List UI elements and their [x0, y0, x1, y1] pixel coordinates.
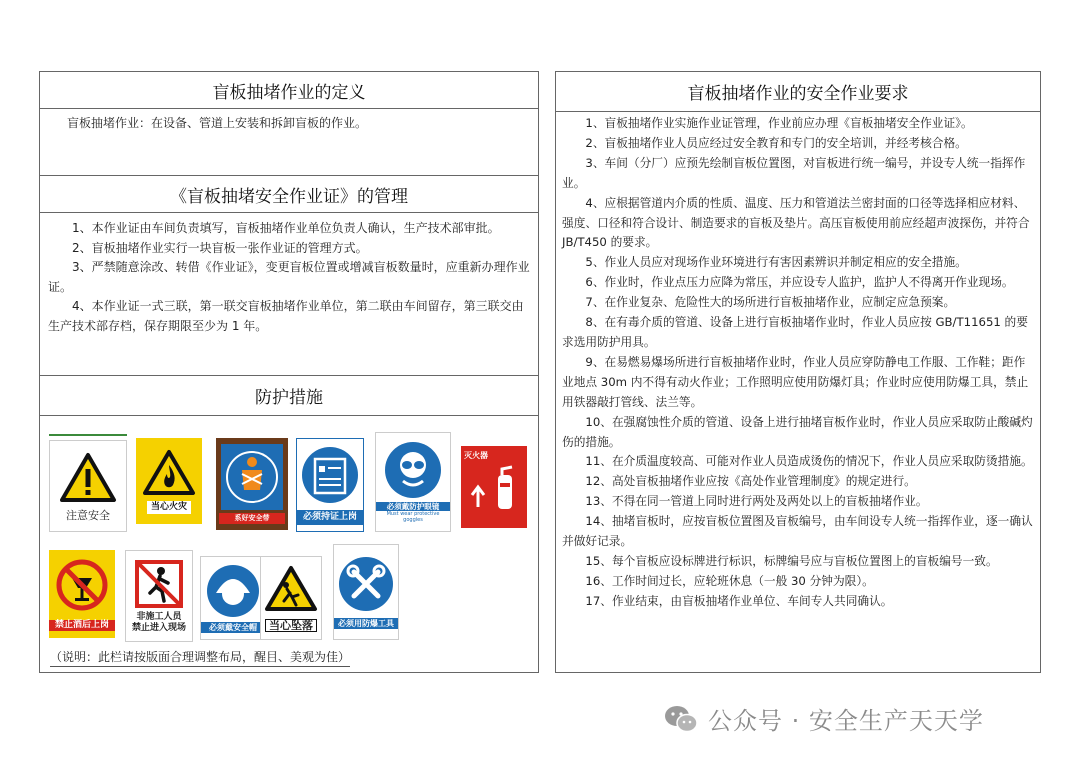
goggles-sign — [375, 432, 451, 532]
fire-extinguisher-icon — [464, 457, 524, 517]
requirement-item: 10、在强腐蚀性介质的管道、设备上进行抽堵盲板作业时，作业人员应采取防止酸碱灼伤的措施。 — [562, 414, 1033, 449]
safety-helmet-icon — [206, 564, 260, 618]
requirement-item: 8、在有毒介质的管道、设备上进行盲板抽堵作业时，作业人员应按 GB/T11651 的要求选用防护用具。 — [562, 315, 1028, 349]
caution-sign — [49, 440, 127, 532]
requirement-item: 15、每个盲板应设标牌进行标识，标牌编号应与盲板位置图上的盲板编号一致。 — [585, 553, 998, 568]
explosion-proof-tools-icon — [338, 556, 394, 612]
fall-sign — [260, 556, 322, 640]
requirement-item: 5、作业人员应对现场作业环境进行有害因素辨识并制定相应的安全措施。 — [585, 255, 967, 270]
goggles-label-en: Must wear protective goggles — [386, 511, 440, 523]
management-title: 《盲板抽堵安全作业证》的管理 — [40, 176, 538, 213]
requirement-item: 16、工作时间过长，应轮班休息（一般 30 分钟为限）。 — [585, 573, 874, 588]
no-entry-icon — [134, 559, 184, 609]
management-item: 3、严禁随意涂改、转借《作业证》，变更盲板位置或增减盲板数量时，应重新办理作业证。 — [48, 260, 530, 294]
watermark-text: 公众号 · 安全生产天天学 — [708, 707, 984, 735]
no-fire-sign — [49, 550, 115, 638]
permit-sign — [296, 438, 364, 532]
management-section — [40, 213, 538, 376]
goggles-icon — [384, 441, 442, 499]
safety-signs — [40, 416, 538, 667]
left-column — [39, 71, 539, 673]
no-fire-label: 禁止酒后上岗 — [49, 620, 115, 631]
definition-title: 盲板抽堵作业的定义 — [40, 72, 538, 109]
helmet-label: 必须戴安全帽 — [201, 622, 265, 633]
requirement-item: 17、作业结束，由盲板抽堵作业单位、车间专人共同确认。 — [585, 593, 893, 608]
right-column — [555, 71, 1041, 673]
caution-label: 注意安全 — [66, 508, 110, 522]
requirements-list — [556, 112, 1040, 612]
flame-icon — [142, 449, 196, 497]
no-entry-label-2: 禁止进入现场 — [131, 622, 186, 633]
requirement-item: 13、不得在同一管道上同时进行两处及两处以上的盲板抽堵作业。 — [585, 494, 928, 509]
protection-title: 防护措施 — [40, 376, 538, 416]
requirement-item: 6、作业时，作业点压力应降为常压，并应设专人监护，监护人不得离开作业现场。 — [585, 275, 1014, 290]
watermark — [664, 701, 984, 736]
requirement-item: 9、在易燃易爆场所进行盲板抽堵作业时，作业人员应穿防静电工作服、工作鞋；距作业地点 30m 内不得有动火作业；工作照明应使用防爆灯具；作业时应使用防爆工具，禁止用铁器敲打管线、法兰等。 — [562, 354, 1029, 409]
requirement-item: 3、车间（分厂）应预先绘制盲板位置图，对盲板进行统一编号，并设专人统一指挥作业。 — [562, 155, 1026, 190]
safety-harness-icon — [225, 450, 279, 504]
harness-label: 系好安全带 — [219, 513, 285, 524]
green-rule — [49, 434, 127, 436]
warning-triangle-icon — [59, 452, 117, 504]
requirement-item: 4、应根据管道内介质的性质、温度、压力和管道法兰密封面的口径等选择相应材料、强度、口径和符合设计、制造要求的盲板及垫片。高压盲板使用前应经超声波探伤，并符合 JB/T450 的要求。 — [562, 195, 1030, 250]
fire-label: 当心火灾 — [147, 501, 191, 514]
definition-text: 盲板抽堵作业：在设备、管道上安装和拆卸盲板的作业。 — [67, 116, 368, 130]
management-item: 4、本作业证一式三联，第一联交盲板抽堵作业单位，第二联由车间留存，第三联交由生产技术部存档，保存期限至少为 1 年。 — [48, 299, 524, 333]
document — [39, 71, 1041, 673]
harness-sign — [216, 438, 288, 530]
requirement-item: 11、在介质温度较高、可能对作业人员造成烫伤的情况下，作业人员应采取防烫措施。 — [585, 454, 1033, 469]
extinguisher-sign — [461, 446, 527, 528]
no-drinking-icon — [55, 558, 109, 612]
management-item: 2、盲板抽堵作业实行一块盲板一张作业证的管理方式。 — [72, 240, 368, 255]
goggles-label: 必须戴防护眼镜 — [376, 502, 450, 511]
requirement-item: 14、抽堵盲板时，应按盲板位置图及盲板编号，由车间设专人统一指挥作业，逐一确认并做好记录。 — [562, 514, 1033, 549]
permit-card-icon — [301, 446, 359, 504]
tools-label: 必须用防爆工具 — [334, 618, 398, 629]
fire-sign — [136, 438, 202, 524]
requirement-item: 12、高处盲板抽堵作业应按《高处作业管理制度》的规定进行。 — [585, 474, 916, 489]
fall-hazard-icon — [264, 565, 318, 613]
definition-section — [40, 109, 538, 176]
requirement-item: 2、盲板抽堵作业人员应经过安全教育和专门的安全培训，并经考核合格。 — [585, 135, 967, 150]
helmet-sign — [200, 556, 266, 640]
requirement-item: 7、在作业复杂、危险性大的场所进行盲板抽堵作业，应制定应急预案。 — [585, 295, 956, 310]
fall-label: 当心坠落 — [265, 619, 317, 632]
requirement-item: 1、盲板抽堵作业实施作业证管理，作业前应办理《盲板抽堵安全作业证》。 — [585, 116, 973, 130]
layout-note: （说明：此栏请按版面合理调整布局，醒目、美观为佳） — [50, 648, 350, 667]
requirements-title: 盲板抽堵作业的安全作业要求 — [556, 72, 1040, 112]
no-entry-sign — [125, 550, 193, 642]
explosion-proof-tools-sign — [333, 544, 399, 640]
management-item: 1、本作业证由车间负责填写，盲板抽堵作业单位负责人确认，生产技术部审批。 — [72, 221, 500, 235]
extinguisher-label: 灭火器 — [464, 451, 488, 460]
permit-label: 必须持证上岗 — [297, 510, 363, 525]
no-entry-label-1: 非施工人员 — [136, 611, 182, 622]
wechat-icon — [664, 704, 698, 734]
